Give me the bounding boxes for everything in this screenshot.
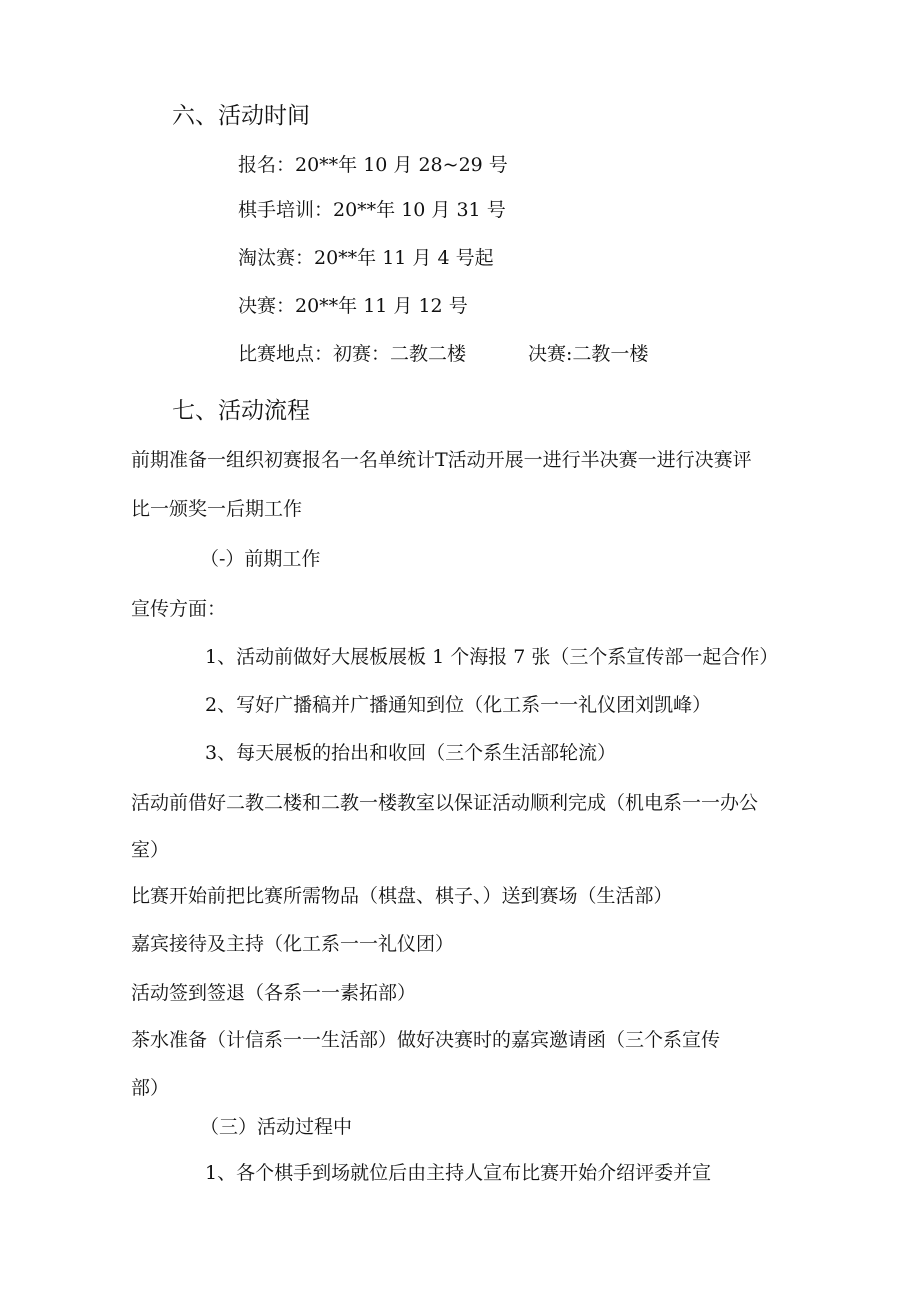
flow-line-1: 前期准备一组织初赛报名一名单统计T活动开展一进行半决赛一进行决赛评 bbox=[131, 449, 752, 471]
publicity-item-2: 2、写好广播稿并广播通知到位（化工系一一礼仪团刘凯峰） bbox=[205, 694, 712, 716]
subsection-process-heading: （三）活动过程中 bbox=[200, 1116, 353, 1138]
paragraph-signin: 活动签到签退（各系一一素拓部） bbox=[131, 982, 417, 1004]
venue-final: 决赛:二教一楼 bbox=[528, 343, 649, 365]
publicity-label: 宣传方面： bbox=[131, 598, 227, 620]
paragraph-classrooms-line-2: 室） bbox=[131, 839, 170, 861]
paragraph-classrooms-line-1: 活动前借好二教二楼和二教一楼教室以保证活动顺利完成（机电系一一办公 bbox=[131, 792, 759, 814]
paragraph-tea-line-1: 茶水准备（计信系一一生活部）做好决赛时的嘉宾邀请函（三个系宣传 bbox=[131, 1029, 721, 1051]
venue-preliminary: 比赛地点：初赛：二教二楼 bbox=[238, 343, 467, 365]
paragraph-reception: 嘉宾接待及主持（化工系一一礼仪团） bbox=[131, 933, 455, 955]
subsection-prep-heading: （-）前期工作 bbox=[200, 548, 321, 570]
publicity-item-1: 1、活动前做好大展板展板 1 个海报 7 张（三个系宣传部一起合作） bbox=[205, 646, 779, 668]
section-7-heading: 七、活动流程 bbox=[172, 398, 310, 424]
paragraph-supplies: 比赛开始前把比赛所需物品（棋盘、棋子、）送到赛场（生活部） bbox=[131, 885, 673, 907]
flow-line-2: 比一颁奖一后期工作 bbox=[131, 498, 303, 520]
schedule-registration: 报名：20**年 10 月 28~29 号 bbox=[238, 154, 508, 176]
venue-line bbox=[238, 342, 648, 366]
schedule-elimination: 淘汰赛：20**年 11 月 4 号起 bbox=[238, 247, 494, 269]
section-6-heading: 六、活动时间 bbox=[172, 103, 310, 129]
process-item-1: 1、各个棋手到场就位后由主持人宣布比赛开始介绍评委并宣 bbox=[205, 1162, 712, 1184]
paragraph-tea-line-2: 部） bbox=[131, 1077, 170, 1099]
publicity-item-3: 3、每天展板的抬出和收回（三个系生活部轮流） bbox=[205, 742, 617, 764]
schedule-training: 棋手培训：20**年 10 月 31 号 bbox=[238, 199, 506, 221]
schedule-final: 决赛：20**年 11 月 12 号 bbox=[238, 295, 468, 317]
